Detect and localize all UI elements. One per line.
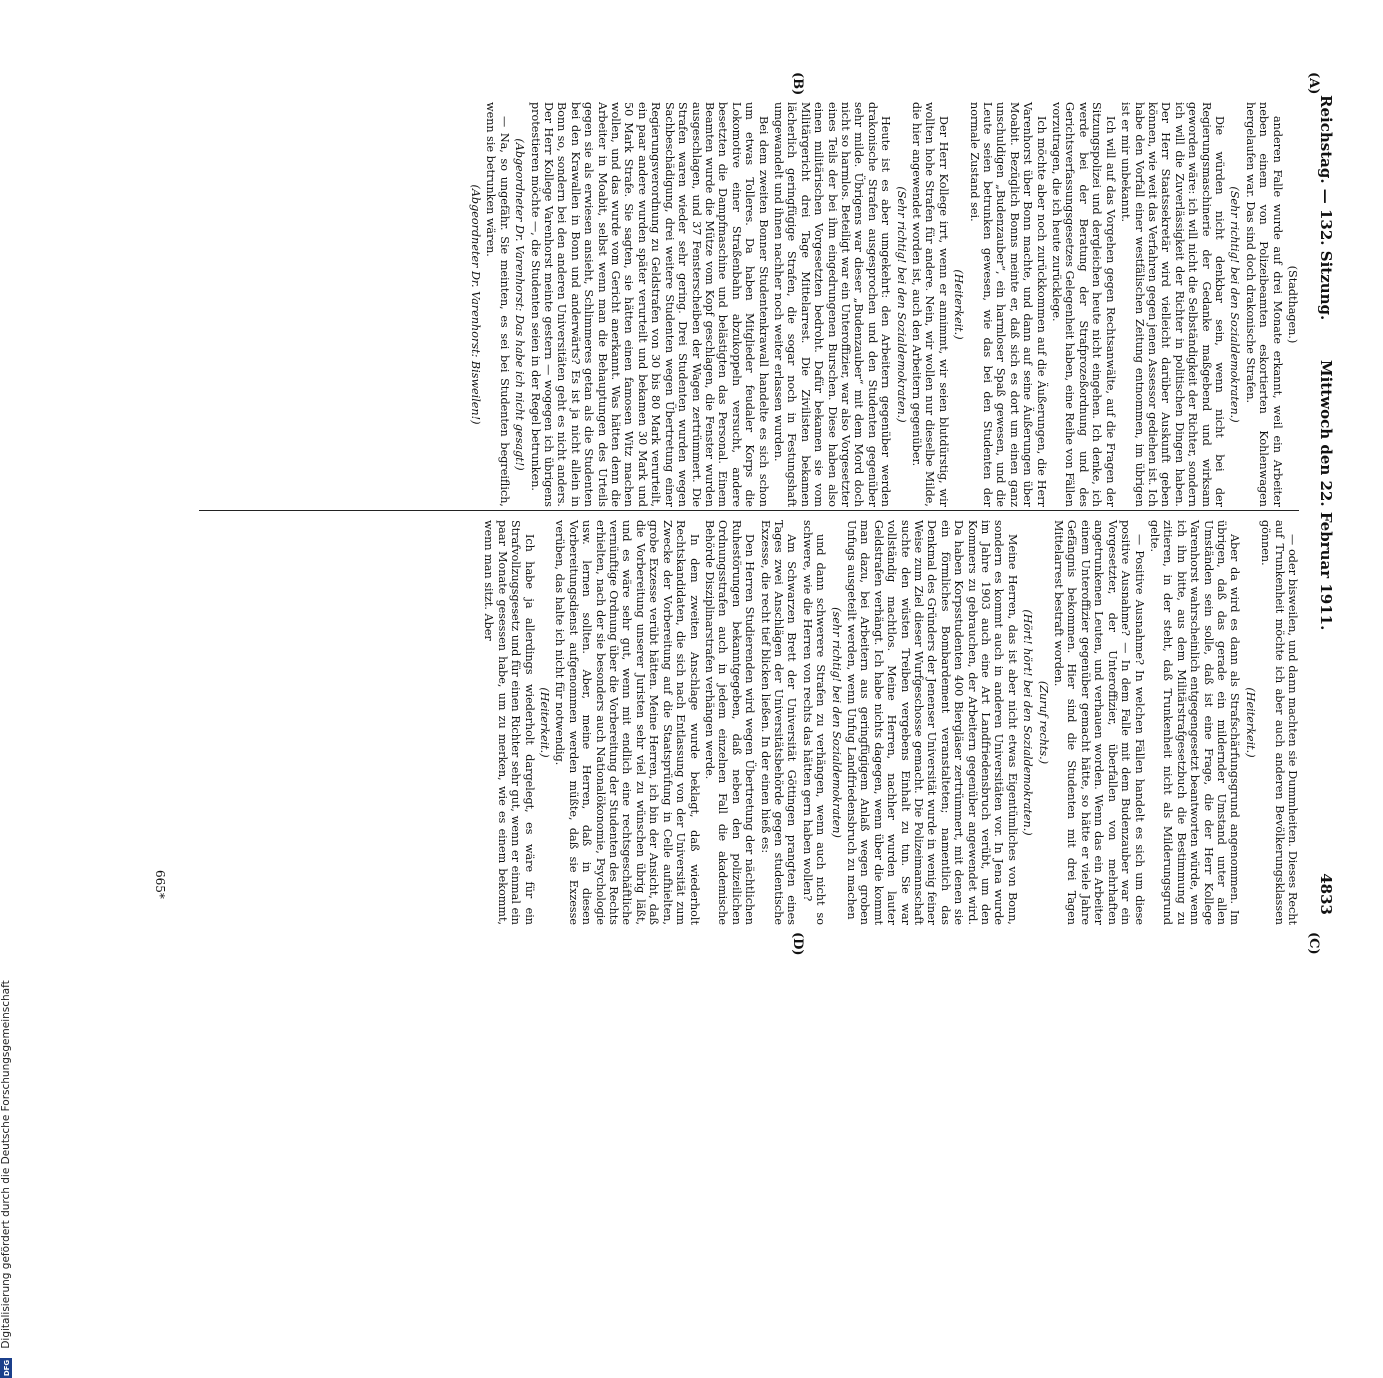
left-column-paragraph: Der Herr Kollege irrt, wenn er annimmt, wir seien blutdürstig, wir wollten hohe Strafen für andere. Nein, wir wollen nur dieselbe Milde, die hier angewendet worden ist, auch den Arbeitern gegenüber. <box>910 102 950 507</box>
header-page-number: 4833 <box>1317 873 1335 915</box>
digitization-credit-text: Digitalisierung gefördert durch die Deutsche Forschungsgemeinschaft <box>0 980 12 1349</box>
left-column-interjection: (Heiterkeit.) <box>952 269 966 340</box>
right-column-paragraph: Den Herren Studierenden wird wegen Übertretung der nächtlichen Ruhestörungen bekanntgegeben, daß neben den polizeilichen Ordnungsstrafen auch in jedem einzelnen Fall die akademische Behörde Disziplinarstrafen verhängen werde. <box>702 520 757 925</box>
digitization-credit <box>0 418 20 1378</box>
right-column-paragraph: Meine Herren, das ist aber nicht etwas Eigentümliches von Bonn, sondern es kommt auch in anderen Universitäten vor. In Jena wurde im Jahre 1903 auch eine Art Landfriedensbruch verübt, um den Kommers zu gebrauchen, der Arbeitern gegenüber angewendet wird. Da haben Korpsstudenten 400 Biergläser zertrümmert, mit denen sie ein förmliches Bombardement veranstalteten; namentlich das Denkmal des Gründers der Jenenser Universität wurde in wenig feiner Weise zum Ziel dieser Wurfgeschosse gemacht. Die Polizeimannschaft suchte den wüsten Treiben vergebens Einhalt zu tun. Sie war vollständig machtlos. Meine Herren, nachher wurden lauter Geldstrafen verhängt. Ich habe nichts dagegen, wenn über die kommt man dazu, bei Arbeitern aus geringfügigem Anlaß wegen groben Unfugs ausgeteilt werden, wenn Unfug Landfriedensbruch zu machen <box>845 520 1019 925</box>
margin-mark-a: (A) <box>1306 72 1321 95</box>
margin-mark-b: (B) <box>790 72 805 96</box>
right-column-paragraph: Aber da wird es dann als Strafschärfungsgrund angenommen. Im übrigen, daß das gerade ein mildernder Umstand unter allen Umständen sein solle, daß ist eine Frage, die der Herr Kollege Varenhorst wahrscheinlich entgegengesetzt beantworten würde, wenn ich ihn bitte, aus dem Militärstrafgesetzbuch die Bestimmung zu zitieren, in der steht, daß Trunkenheit nicht als Milderungsgrund gelte. <box>1147 520 1242 925</box>
dfg-logo-icon <box>0 1358 12 1378</box>
page-header <box>1313 95 1335 915</box>
right-column-paragraph: Ich habe ja allerdings wiederholt dargelegt, es wäre für ein Strafvollzugsgesetz und für einen Richter sehr gut, wenn er einmal ein paar Monate gesessen habe, um zu merken, wie es einem bekommt, wenn man sitzt. Aber <box>482 520 536 925</box>
left-column-interjection: (Sehr richtig! bei den Sozialdemokraten.) <box>894 186 908 423</box>
left-column-paragraph: Bei dem zweiten Bonner Studentenkrawall handelte es sich schon um etwas Tolleres. Da haben Mitglieder feudaler Korps die Lokomotive einer Straßenbahn abzukoppeln versucht, andere besetzten die Dampfmaschine und belästigten das Personal. Einem Beamten wurde die Mütze vom Kopf geschlagen, die Fenster wurden ausgeschlagen, und 37 Fensterscheiben der Wagen zertrümmert. Die Strafen waren wieder sehr gering. Drei Studenten wurden wegen Sachbeschädigung, drei weitere Studenten wegen Übertretung einer Regierungsverordnung zu Geldstrafen von 30 bis 80 Mark verurteilt, ein paar andere wurden später verurteilt und bekamen 30 Mark und 50 Mark Strafe. Sie sagten, sie hätten einen famosen Witz machen wollen, und das wurde vom Gericht anerkannt. Was hätten denn die Arbeiter in Moabit, selbst wenn man die Behauptungen des Urteils gegen sie als erwiesen ansieht, Schlimmeres getan als die Studenten bei den Krawallen in Bonn und anderwärts? Es ist ja nicht allein in Bonn so, sondern bei den anderen Universitäten geht es nicht anders. Der Herr Kollege Varenhorst meinte gestern — wogegen ich übrigens protestieren möchte —, die Studenten seien in der Regel betrunken. <box>528 102 770 507</box>
column-divider <box>199 510 1299 511</box>
left-column-paragraph: Die würden nicht denkbar sein, wenn nicht bei der Regierungsmaschinerie der Gedanke maßgebend und wirksam geworden wäre: ich will nicht die Selbständigkeit der Richter, sondern ich will die Zuverlässigkeit der Richter in politischen Dingen haben. Der Herr Staatssekretär wird vielleicht darüber Auskunft geben können, wie weit das Verfahren gegen jenen Assessor gediehen ist. Ich habe den Vorfall einer westfälischen Zeitung entnommen, im übrigen ist er mir unbekannt. <box>1119 102 1226 507</box>
header-session-title: Reichstag. — 132. Sitzung. <box>1317 95 1335 321</box>
header-date: Mittwoch den 22. Februar 1911. <box>1317 360 1335 631</box>
right-column-interjection: (Hört! hört! bei den Sozialdemokraten.) <box>1021 609 1035 836</box>
right-column-paragraph: In dem zweiten Anschlage wurde beklagt, daß wiederholt Rechtskandidaten, die sich nach Entlassung von der Universität zum Zwecke der Vorbereitung auf die Staatsprüfung in Celle aufhielten, grobe Exzesse verübt hätten. Meine Herren, ich bin der Ansicht, daß die Vorbereitung unserer Juristen sehr viel zu wünschen übrig läßt, und es wäre sehr gut, wenn mit endlich eine rechtsgeschäftliche vernünftige Ordnung über die Vorbereitung der Studenten des Rechts erhielten, nach der sie besonders auch Nationalökonomie, Psychologie usw. lernen sollten. Aber, meine Herren, daß in diesen Vorbereitungsdienst aufgenommen werden müßte, daß sie Exzesse verüben, das halte ich nicht für notwendig. <box>553 520 701 925</box>
left-column-interjection: (Stadthagen.) <box>1286 265 1299 344</box>
right-column-paragraph: — oder bisweilen, und dann machten sie Dummheiten. Dieses Recht auf Trunkenheit möchte ich aber auch anderen Bevölkerungsklassen gönnen. <box>1259 520 1299 925</box>
left-column-paragraph: Ich möchte aber noch zurückkommen auf die Äußerungen, die Herr Varenhorst über Bonn machte, und dann auf seine Äußerungen über Moabit. Bezüglich Bonns meinte er, daß sich es dort um einen ganz unschuldigen „Budenzauber“, ein harmloser Spaß gewesen, und die Leute seien betrunken gewesen, wie das bei den Studenten der normale Zustand sei. <box>967 102 1048 507</box>
margin-mark-d: (D) <box>790 932 805 956</box>
left-column-paragraph: — Na, so ungefähr. Sie meinten, es sei bei Studenten begreiflich, wenn sie betrunken wären. <box>484 102 511 507</box>
right-column-interjection: (Heiterkeit.) <box>538 687 552 758</box>
left-column-paragraph: Heute ist es aber umgekehrt: den Arbeitern gegenüber werden drakonische Strafen ausgesprochen und den Studenten gegenüber sehr milde. Übrigens war dieser „Budenzauber“ mit dem Mord doch nicht so harmlos. Beteiligt war ein Unteroffizier, war also Vorgesetzter eines Teils der bei ihm eingedrungenen Burschen. Diese haben also einen militärischen Vorgesetzten bedroht. Dafür bekamen sie vom Militärgericht drei Tage Mittelarrest. Die Zivilisten bekamen lächerlich geringfügige Strafen, die sogar noch in Festungshaft umgewandelt und ihnen nachher noch weiter erlassen wurden. <box>771 102 893 507</box>
right-column-interjection: (Heiterkeit.) <box>1243 687 1257 758</box>
left-column-paragraph: anderen Falle wurde auf drei Monate erkannt, weil ein Arbeiter neben einem von Polizeibeamten eskortierten Kohlenwagen hergelaufen war. Das sind doch drakonische Strafen. <box>1243 102 1284 507</box>
margin-mark-c: (C) <box>1306 932 1321 955</box>
svg-text:DFG: DFG <box>3 1359 11 1377</box>
footer-page-number: 665* <box>153 870 167 899</box>
left-column-interjection: (Abgeordneter Dr. Varenhorst: Bisweilen!) <box>469 184 483 425</box>
left-text-column <box>199 102 1299 507</box>
left-column-interjection: (Abgeordneter Dr. Varenhorst: Das habe ich nicht gesagt!) <box>513 138 527 471</box>
right-column-paragraph: — Positive Ausnahme? In welchen Fällen handelt es sich um diese positive Ausnahme? — In dem Falle mit dem Budenzauber war ein Vorgesetzter, der Unteroffizier, überfallen von mehrhaften angetrunkenen Leuten, und verhauen worden. Wenn das ein Arbeiter einem Unteroffizier gegenüber gemacht hätte, so hätte er viele Jahre Gefängnis bekommen. Hier sind die Studenten mit drei Tagen Mittelarrest bestraft worden. <box>1052 520 1146 925</box>
right-column-interjection: (sehr richtig! bei den Sozialdemokraten) <box>829 607 843 838</box>
right-text-column <box>199 520 1299 925</box>
left-column-paragraph: Ich will auf das Vorgehen gegen Rechtsanwälte, auf die Fragen der Sitzungspolizei und dergleichen heute nicht eingehen. Ich denke, ich werde bei der Beratung der Strafprozeßordnung und des Gerichtsverfassungsgesetzes Gelegenheit haben, eine Reihe von Fällen vorzutragen, die ich heute zurücklege. <box>1050 102 1117 507</box>
right-column-paragraph: und dann schwerere Strafen zu verhängen, wenn auch nicht so schwere, wie die Herren von rechts das hätten gern haben wollen? <box>800 520 828 925</box>
left-column-interjection: (Sehr richtig! bei den Sozialdemokraten.) <box>1228 186 1242 423</box>
right-column-paragraph: Am Schwarzen Brett der Universität Göttingen prangten eines Tages zwei Anschlägen der Universitätsbehörde gegen studentische Exzesse, die recht tief blicken ließen. In der einen hieß es: <box>758 520 799 925</box>
right-column-interjection: (Zuruf rechts.) <box>1036 680 1050 765</box>
